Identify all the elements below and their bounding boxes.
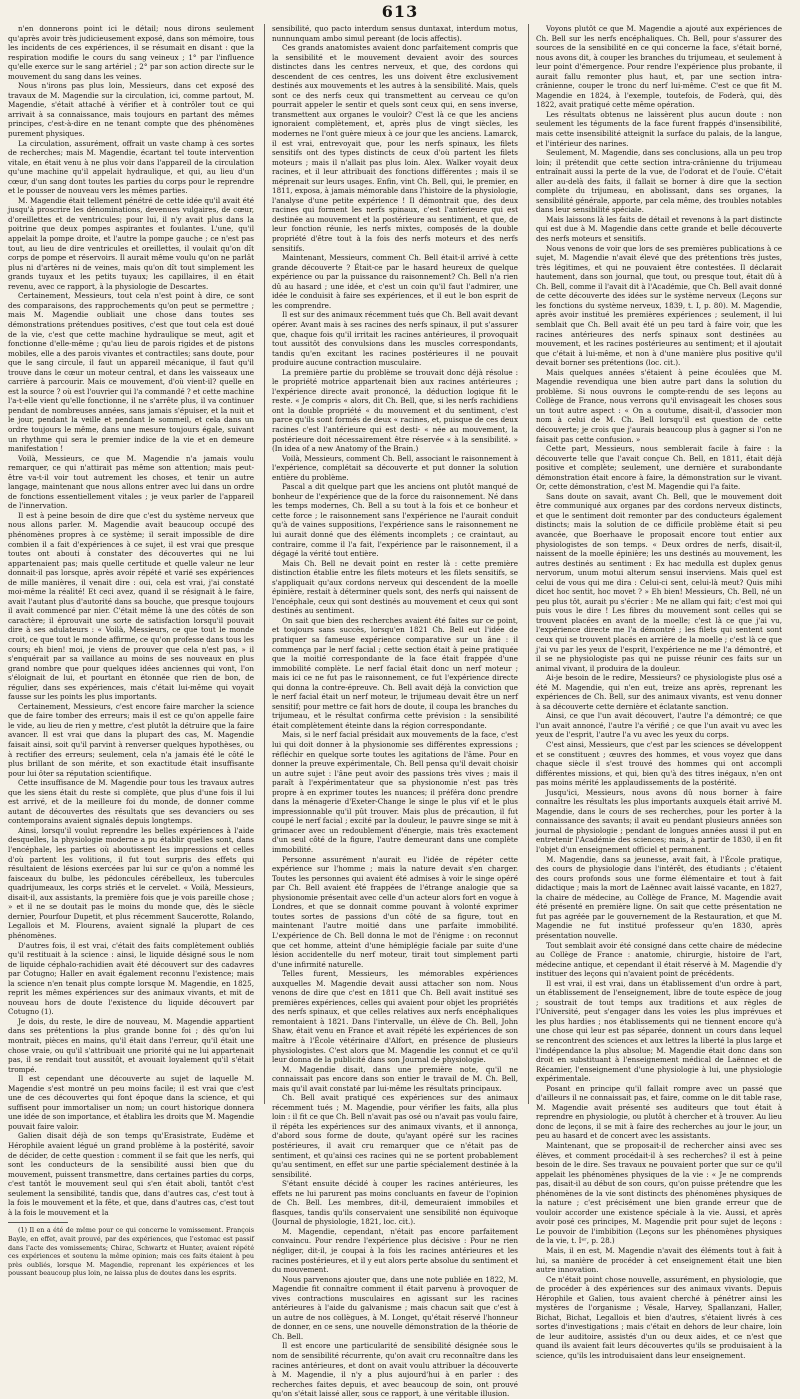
- paragraph: Certainement, Messieurs, tout cela n'est point à dire, ce sont des comparaisons, des rapprochements qu'on peut se permettre ; mais M. Magendie oubliait une chose dans toutes ses démonstrations prétendues positives, c'est que tout cela est doué de la vie, c'est que cette machine hydraulique se meut, agit et fonctionne d'elle-même ; qu'au lieu de parois rigides et de pistons mobiles, elle a des parois vivantes et contractiles; sans doute, pour que le sang circule, il faut un appareil mécanique, il faut qu'il trouve dans le cœur un moteur central, et dans les vaisseaux une carrière à parcourir. Mais ce mouvement, d'où vient-il? quelle en est la source ? où est l'ouvrier qui l'a commandé ? et cette machine l'a-t-elle vient qu'elle fonctionne, il ne s'arrête plus, il va continuer pendant de nombreuses années, sans jamais s'épuiser, et la nuit et le jour, pendant la veille et pendant le sommeil, et cela dans un ordre toujours le même, dans une mesure toujours égale, suivant un rhythme qui sera le premier indice de la vie et en demeure manifestation !: [8, 291, 254, 454]
- paragraph: M. Magendie, cependant, n'était pas encore parfaitement convaincu. Pour rendre l'expérience plus décisive : Pour ne rien négliger, dit-il, je coupai à la fois les racines antérieures et les racines postérieures, et il y eut alors perte absolue du sentiment et du mouvement.: [272, 1226, 518, 1275]
- paragraph: Mais, si le nerf facial présidait aux mouvements de la face, c'est lui qui doit donner à la physionomie ses différentes expressions ; réfléchir en quelque sorte toutes les agitations de l'âme. Pour en donner la preuve expérimentale, Ch. Bell pensa qu'il devait choisir un autre sujet : l'âne peut avoir des passions très vives ; mais il paraît à l'expérimentateur que sa physionomie n'est pas très propre à en exprimer toutes les nuances; il préféra donc prendre dans la ménagerie d'Exeter-Change le singe le plus vif et le plus impressionnable qu'il pût trouver. Mais plus de précaution, il fut coupé le nerf facial ; excité par la douleur, le pauvre singe se mit à grimacer avec un redoublement d'énergie, mais très exactement d'un seul côté de la figure, l'autre demeurant dans une complète immobilité.: [272, 730, 518, 855]
- paragraph: Ch. Bell avait pratiqué ces expériences sur des animaux récemment tués ; M. Magendie, pour vérifier les faits, alla plus loin : il fit ce que Ch. Bell n'avait pas osé ou n'avait pas voulu faire, il répéta les expériences sur des animaux vivants, et il annonça, d'abord sous forme de doute, qu'ayant opéré sur les racines postérieures, il avait cru remarquer que ce n'était pas de sentiment, et qu'ainsi ces racines qui ne se portent probablement qu'au sentiment, en effet sur une partie spécialement destinée à la sensibilité.: [272, 1093, 518, 1179]
- paragraph: Il est à peine besoin de dire que c'est du système nerveux que nous allons parler. M. Magendie avait beaucoup occupé des phénomènes propres à ce système; il serait impossible de dire combien il a fait d'expériences à ce sujet, il est vrai que presque toutes ont abouti à constater des découvertes qui ne lui appartenaient pas; mais quelle certitude et quelle valeur ne leur donnait-il pas lorsque, après avoir répété et varié ses expériences de mille manières, il venait dire : oui, cela est vrai, j'ai constaté moi-même la réalité! Et ceci avez, quand il se résignait à le faire, avait l'autant plus d'autorité dans sa bouche, que presque toujours il avait commencé par nier. C'était même là une des côtés de son caractère; il éprouvait une sorte de satisfaction lorsqu'il pouvait dire à ses adulateurs : « Voilà, Messieurs, ce que tout le monde croit, ce que tout le monde affirme, ce qu'on professe dans tous les cours; eh bien! moi, je viens de prouver que cela n'est pas, » il s'enquérait par sa vaillance au moins de ses nouveaux en plus grand nombre que pour quelques idées anciennes qui vont, l'on s'éloignait de lui, et pourtant en étonnée que rien de bon, de régulier, dans ses expériences, mais c'était lui-même qui voyait fausse sur les points les plus importants.: [8, 510, 254, 702]
- paragraph: Ai-je besoin de le redire, Messieurs? ce physiologiste plus osé a été M. Magendie, qui n'en eut, treize ans après, reprenant les expériences de Ch. Bell, sur des animaux vivants, est venu donner à sa découverte cette dernière et éclatante sanction.: [536, 673, 782, 711]
- column-rule-1: [264, 24, 265, 1104]
- page-number: 613: [381, 2, 419, 21]
- paragraph: Ainsi, ce que l'un avait découvert, l'autre l'a démontré; ce que l'un avait annoncé, l'autre l'a vérifié ; ce que l'un avait vu avec les yeux de l'esprit, l'autre l'a vu avec les yeux du corps.: [536, 711, 782, 740]
- footnote-text: (1) Il en a été de même pour ce qui concerne le vomissement. François Bayle, en effet, avait prouvé, par des expériences, que l'estomac est passif dans l'acte des vomissements; Chirac, Schwartz et Hunter, avaient répété ces expériences et soutenu la même opinion; mais ces faits étaient à peu près oubliés, lorsque M. Magendie, reprenant les expériences et les poussant beaucoup plus loin, ne laissa plus de doutes dans les esprits.: [8, 1226, 254, 1278]
- paragraph: C'est ainsi, Messieurs, que c'est par les sciences se développent et se constituent ; œuvres des hommes, et vous voyez que dans chaque siècle il s'est trouvé des hommes qui ont accompli différentes missions, et qui, bien qu'à des titres inégaux, n'en ont pas moins mérité les applaudissements de la postérité.: [536, 740, 782, 788]
- column-3-text: [536, 24, 782, 1361]
- paragraph: Maintenant, Messieurs, comment Ch. Bell était-il arrivé à cette grande découverte ? Était-ce par le hasard heureux de quelque expérience ou par la puissance du raisonnement? Ch. Bell n'a rien dû au hasard ; une idée, et c'est un coin qu'il faut l'admirer, une idée le conduisit à faire ses expériences, et il eut le bon esprit de les comprendre.: [272, 253, 518, 310]
- paragraph: sensibilité, quo pacto interdum sensus duntaxat, interdum motus, nunnunquam ambo simul pereant (de locis affectis).: [272, 24, 518, 43]
- paragraph: Je dois, du reste, le dire de nouveau, M. Magendie appartient dans ses prétentions la plus grande bonne foi ; dès qu'on lui montrait, pièces en mains, qu'il était dans l'erreur, qu'il était une chose vraie, ou qu'il s'attribuait une priorité qui ne lui appartenait pas, il se rendait tout aussitôt, et avouait loyalement qu'il s'était trompé.: [8, 1016, 254, 1074]
- column-2: [272, 24, 519, 1399]
- paragraph: Galien disait déjà de son temps qu'Erasistrate, Eudème et Hérophile avaient légué un grand problème à la postérité, savoir de décider, de cette question : comment il se fait que les nerfs, qui sont les conducteurs de la sensibilité aussi bien que du mouvement, puissent transmettre, dans certaines parties du corps, c'est tantôt le mouvement seul qui s'en était aboli, tantôt c'est seulement la sensibilité, tandis que, dans d'autres cas, c'est tout à la fois le mouvement et la fête, et que, dans d'autres cas, c'est tout à la fois le mouvement et la: [8, 1131, 254, 1217]
- paragraph: Voilà, Messieurs, comment Ch. Bell, associant le raisonnement à l'expérience, complétait sa découverte et put donner la solution entière du problème.: [272, 453, 518, 482]
- paragraph: Posant en principe qu'il fallait rompre avec un passé que d'ailleurs il ne connaissait pas, et faire, comme on le dit table rase, M. Magendie avait présenté ses auditeurs que tout était à reprendre en physiologie, ou plutôt à chercher et à trouver. Au lieu donc de leçons, il se mit à faire des recherches au jour le jour, un peu au hasard et de concert avec les assistants.: [536, 1083, 782, 1141]
- paragraph: Ainsi, lorsqu'il voulut reprendre les belles expériences à l'aide desquelles, la physiologie moderne a pu établir quelles sont, dans l'encéphale, les parties où aboutissent les impressions et celles d'où partent les volitions, il fut tout surpris des effets qui résultaient de lésions exercées par lui sur ce qu'on a nommé les faisceaux du bulbe, les pédoncules cérébelleux, les tubercules quadrijumeaux, les corps striés et le cervelet. « Voilà, Messieurs, disait-il, aux assistants, la première fois que je vois pareille chose ; » et il ne se doutait pas le moins du monde que, dès le siècle dernier, Pourfour Dupetit, et plus récemment Saucerotte, Rolando, Legallois et M. Flourens, avaient signalé la plupart de ces phénomènes.: [8, 825, 254, 940]
- paragraph: Nous venons de voir que lors de ses premières publications à ce sujet, M. Magendie n'avait élevé que des prétentions très justes, très légitimes, et qui ne pouvaient être contestées. Il déclarait hautement, dans son journal, que tout, ou presque tout, était dû à Ch. Bell, comme il l'avait dit à l'Académie, que Ch. Bell avait donné de cette découverte des idées sur le système nerveux (Leçons sur les fonctions du système nerveux, 1839, t. I, p. 80). M. Magendie, après avoir institué les premières expériences ; seulement, il lui semblait que Ch. Bell avait été un peu tard à faire voir, que les racines antérieures des nerfs spinaux sont destinées au mouvement, et les racines postérieures au sentiment; et il ajoutait que c'était à lui-même, et non à d'une manière plus positive qu'il devait borner ses prétentions (loc. cit.).: [536, 243, 782, 368]
- paragraph: Certainement, Messieurs, c'est encore faire marcher la science que de faire tomber des erreurs; mais il est ce qu'on appelle faire le vide, au lieu de rien y mettre, c'est plutôt la détruire que la faire avancer. Il est vrai que dans la plupart des cas, M. Magendie faisait ainsi, soit qu'il parvint à renverser quelques hypothèses, ou à rectifier des erreurs; seulement, cela n'a jamais été le côté le plus brillant de son mérite, et son exactitude était insuffisante pour lui ôter sa réputation scientifique.: [8, 701, 254, 778]
- paragraph: Il est sur des animaux récemment tués que Ch. Bell avait devant opérer. Avant mais à ses racines des nerfs spinaux, il put s'assurer que, chaque fois qu'il irritait les racines antérieures, il provoquait tout aussitôt des convulsions dans les muscles correspondants, tandis qu'en excitant les racines postérieures il ne pouvait produire aucune contraction musculaire.: [272, 310, 518, 368]
- paragraph: Il est encore une particularité de sensibilité désignée sous le nom de sensibilité récurrente, qu'on avait cru reconnaître dans les racines antérieures, et dont on avait voulu attribuer la découverte à M. Magendie, il n'y a plus aujourd'hui à en parler : des recherches faites depuis, et avec beaucoup de soin, ont prouvé qu'on s'était laissé aller, sous ce rapport, à une véritable illusion.: [272, 1341, 518, 1399]
- column-1: [8, 24, 254, 1278]
- paragraph: Voyons plutôt ce que M. Magendie a ajouté aux expériences de Ch. Bell sur les nerfs encéphaliques. Ch. Bell, pour s'assurer des sources de la sensibilité en ce qui concerne la face, s'était borné, nous avons dit, à couper les branches du trijumeau, et seulement à leur point d'émergence. Pour rendre l'expérience plus probante, il aurait fallu remonter plus haut, et, par une section intra-crânienne, couper le tronc du nerf lui-même. C'est ce que fit M. Magendie en 1824, à l'exemple, toutefois, de Foderà, qui, dès 1822, avait pratiqué cette même opération.: [536, 24, 782, 110]
- paragraph: Les résultats obtenus ne laissèrent plus aucun doute : non seulement les téguments de la face furent frappés d'insensibilité, mais cette insensibilité atteignit la surface du palais, de la langue, et l'intérieur des narines.: [536, 109, 782, 148]
- paragraph: Cette part, Messieurs, nous semblerait facile à faire : la découverte telle que l'avait conçue Ch. Bell, en 1811, était déjà positive et complète; seulement, une dernière et surabondante démonstration était encore à faire, la démonstration sur le vivant. Or, cette démonstration, c'est M. Magendie qui l'a faite.: [536, 444, 782, 492]
- paragraph: Personne assurément n'aurait eu l'idée de répéter cette expérience sur l'homme ; mais la nature devait s'en charger. Toutes les personnes qui avaient été admises à voir le singe opéré par Ch. Bell avaient été frappées de l'étrange analogie que sa physionomie présentait avec celle d'un acteur alors fort en vogue à Londres, et que se donnait comme pouvant à volonté exprimer toutes sortes de passions d'un côté de sa figure, tout en maintenant l'autre moitié dans une parfaite immobilité. L'expérience de Ch. Bell donna le mot de l'énigme : on reconnut que cet homme, atteint d'une hémiplégie faciale par suite d'une lésion accidentelle du nerf moteur, tirait tout simplement parti d'une infirmité naturelle.: [272, 854, 518, 969]
- paragraph: M. Magendie disait, dans une première note, qu'il ne connaissait pas encore dans son entier le travail de M. Ch. Bell, mais qu'il avait constaté par lui-même les résultats principaux.: [272, 1064, 518, 1093]
- paragraph: Nous n'irons pas plus loin, Messieurs, dans cet exposé des travaux de M. Magendie sur la circulation, ici, comme partout, M. Magendie, s'était attaché à vérifier et à contrôler tout ce qui arrivait à sa connaissance, mais toujours en partant des mêmes principes, c'est-à-dire en ne tenant compte que des phénomènes purement physiques.: [8, 81, 254, 139]
- footnote: [8, 1226, 254, 1278]
- paragraph: Mais, il en est, M. Magendie n'avait des éléments tout à fait à lui, sa manière de procéder à cet enseignement était une bien autre innovation.: [536, 1246, 782, 1275]
- paragraph: Nous parvenons ajouter que, dans une note publiée en 1822, M. Magendie fit connaître comment il était parvenu à provoquer de vives contractions musculaires en agissant sur les racines antérieures à l'aide du galvanisme ; mais chacun sait que c'est à un autre de nos collègues, à M. Longet, qu'était réservé l'honneur de donner, en ce sens, une nouvelle démonstration de la théorie de Ch. Bell.: [272, 1274, 518, 1341]
- paragraph: Sans doute on savait, avant Ch. Bell, que le mouvement doit être communiqué aux organes par des cordons nerveux distincts, et que le sentiment doit remonter par des conducteurs également distincts; mais la solution de ce difficile problème était si peu avancée, que Boerhaave le proposait encore tout entier aux physiologistes de son temps. « Deux ordres de nerfs, disait-il, naissent de la moelle épinière; les uns destinés au mouvement, les autres destinés au sentiment : Ex hac medulla est duplex genus nervorum, unum motui alterum sensui inserviens. Mais quel est celui de vous qui me dira : Celui-ci sent, celui-là meut? Quis mihi dicet hoc sentit, hoc movet ? » Eh bien! Messieurs, Ch. Bell, né un peu plus tôt, aurait pu s'écrier : Me ne allam qui fait; c'est moi qui puis vous le dire ! Les fibres du mouvement sont celles qui se trouvent placées en avant de la moelle; c'est là ce que j'ai vu, l'expérience directe me l'a démontré ; les filets qui sentent sont ceux qui se trouvent placés en arrière de la moelle ; c'est là ce que j'ai vu par les yeux de l'esprit, l'expérience ne me l'a démontré, et il se ne physiologiste pas qui ne puisse réunir ces faits sur un animal vivant, il produira de la douleur.: [536, 491, 782, 673]
- paragraph: Mais laissons là les faits de détail et revenons à la part distincte qui est due à M. Magendie dans cette grande et belle découverte des nerfs moteurs et sensitifs.: [536, 214, 782, 244]
- paragraph: S'étant ensuite décidé à couper les racines antérieures, les effets ne lui parurent pas moins concluants en faveur de l'opinion de Ch. Bell. Les membres, dit-il, demeuraient immobiles et flasques, tandis qu'ils conservaient une sensibilité non équivoque (Journal de physiologie, 1821, loc. cit.).: [272, 1179, 518, 1227]
- paragraph: Il est vrai, il est vrai, dans un établissement d'un ordre à part, un établissement de l'enseignement, libre de toute espèce de joug ; soustrait de tout temps aux traditions et aux règles de l'Université, peut s'engager dans les voies les plus imprévues et les plus hardies ; nos établissements qui ne tiennent encore qu'à une chose qui leur est pas séparée, donnent un cours dans lequel se rencontrent des sciences et aux lettres la liberté la plus large et l'indépendance la plus absolue; M. Magendie était donc dans son droit en substituant à l'enseignement médical de Laënnec et de Récamier, l'enseignement d'une physiologie à lui, une physiologie expérimentale.: [536, 978, 782, 1084]
- column-1-text: [8, 24, 254, 1217]
- footnote-rule: [8, 1222, 68, 1223]
- paragraph: n'en donnerons point ici le détail; nous dirons seulement qu'après avoir très judicieusement exposé, dans son mémoire, tous les incidents de ces expériences, il se résumait en disant : que la respiration modifie le cours du sang veineux ; 1° par l'influence qu'elle exerce sur le sang artériel ; 2° par son action directe sur le mouvement du sang dans les veines.: [8, 24, 254, 81]
- paragraph: Pascal a dit quelque part que les anciens ont plutôt manqué de bonheur de l'expérience que de la force du raisonnement. Né dans les temps modernes, Ch. Bell a su tout à la fois et ce bonheur et cette force ; le raisonnement sans l'expérience ne l'aurait conduit qu'à de vaines suppositions, l'expérience sans le raisonnement ne lui aurait donné que des éléments incomplets ; ce craintaut, au contraire, comme il l'a fait, l'expérience par le raisonnement, il a dégagé la vérité tout entière.: [272, 482, 518, 559]
- column-2-text: [272, 24, 518, 1399]
- paragraph: Jusqu'ici, Messieurs, nous avons dû nous borner à faire connaître les résultats les plus importants auxquels était arrivé M. Magendie, dans le cours de ses recherches, pour les porter à la connaissance des savants; il avait eu pendant plusieurs années son journal de physiologie ; pendant de longues années aussi il put en entretenir l'Académie des sciences; mais, à partir de 1830, il en fit l'objet d'un enseignement officiel et permanent.: [536, 787, 782, 855]
- paragraph: Il est cependant une découverte au sujet de laquelle M. Magendie s'est montré un peu moins facile; il est vrai que c'est une de ces découvertes qui font époque dans la science, et qui suffisent pour immortaliser un nom; un court historique donnera une idée de son importance, et établira les droits que M. Magendie pouvait faire valoir.: [8, 1074, 254, 1131]
- paragraph: M. Magendie, dans sa jeunesse, avait fait, à l'École pratique, des cours de physiologie dans l'intérêt, des étudiants ; c'étaient des cours profonds sous une forme élémentaire et tout à fait didactique ; mais la mort de Laënnec avait laissé vacante, en 1827, la chaire de médecine, au Collège de France, M. Magendie avait été présenté en première ligne. On sait que cette présentation ne fut pas agréée par le gouvernement de la Restauration, et que M. Magendie ne fut institué professeur qu'en 1830, après présentation nouvelle.: [536, 854, 782, 940]
- paragraph: Cette insuffisance de M. Magendie pour tous les travaux autres que les siens était du reste si complète, que plus d'une fois il lui est arrivé, et de la meilleure foi du monde, de donner comme autant de découvertes des résultats que ses devanciers ou ses contemporains avaient signalés depuis longtemps.: [8, 778, 254, 826]
- paragraph: La circulation, assurément, offrait un vaste champ à ces sortes de recherches; mais M. Magendie, écartant tel toute intervention vitale, en était venu à ne plus voir dans l'appareil de la circulation qu'une machine qu'il appelait hydraulique, et qui, au lieu d'un cœur, d'un sang dont toutes les parties du corps pour le reprendre et le pousser de nouveau vers les mêmes parties.: [8, 138, 254, 196]
- paragraph: M. Magendie était tellement pénétré de cette idée qu'il avait été jusqu'à proscrire les dénominations, devenues vulgaires, de cœur, d'oreillettes et de ventricules; pour lui, il n'y avait plus dans la poitrine que deux pompes aspirantes et foulantes. L'une, qu'il appelait la pompe droite, et l'autre la pompe gauche ; ce n'est pas tout, au lieu de dire ventricules et oreillettes, il voulait qu'on dît corps de pompe et réservoirs. Il aurait même voulu qu'on ne parlât plus ni d'artères ni de veines, mais qu'on dît tout simplement les grands tuyaux et les petits tuyaux; les capillaires, il en était revenu, avec ce rapport, à la physiologie de Descartes.: [8, 195, 254, 291]
- paragraph: Telles furent, Messieurs, les mémorables expériences auxquelles M. Magendie devait aussi attacher son nom. Nous venons de dire que c'est en 1811 que Ch. Bell avait institué ses premières expériences, celles qui avaient pour objet les propriétés des nerfs spinaux, et que celles relatives aux nerfs encéphaliques remontaient à 1821. Dans l'intervalle, un élève de Ch. Bell, John Shaw, était venu en France et avait répété les expériences de son maître à l'École vétérinaire d'Alfort, en présence de plusieurs physiologistes. C'est alors que M. Magendie les connut et ce qu'il leur donna de la publicité dans son Journal de physiologie.: [272, 969, 518, 1065]
- paragraph: Tout semblait avoir été consigné dans cette chaire de médecine au Collège de France : anatomie, chirurgie, histoire de l'art, médecine antique, et cependant il était réservé à M. Magendie d'y instituer des leçons qui n'avaient point de précédents.: [536, 940, 782, 979]
- paragraph: On sait que bien des recherches avaient été faites sur ce point, et toujours sans succès, lorsqu'en 1821 Ch. Bell eut l'idée de pratiquer sa fameuse expérience comparative sur un âne : il commença par le nerf facial ; cette section était à peine pratiquée que la moitié correspondante de la face était frappée d'une immobilité complète. Le nerf facial était donc un nerf moteur ; mais ici ce ne fut pas le raisonnement, ce fut l'expérience directe qui donna la contre-épreuve. Ch. Bell avait déjà la conviction que le nerf facial était un nerf moteur, le trijumeau devait être un nerf sensitif; pour mettre ce fait hors de doute, il coupa les branches du trijumeau, et le résultat confirma cette prévision : la sensibilité était complètement éteinte dans la région correspondante.: [272, 615, 518, 730]
- paragraph: Seulement, M. Magendie, dans ses conclusions, alla un peu trop loin; il prétendit que cette section intra-crânienne du trijumeau entraînait aussi la perte de la vue, de l'odorat et de l'ouïe. C'était aller au-delà des faits, il fallait se borner à dire que la section complète du trijumeau, en abolissant, dans ses organes, la sensibilité générale, apporte, par cela même, des troubles notables dans leur sensibilité spéciale.: [536, 148, 782, 215]
- paragraph: Voilà, Messieurs, ce que M. Magendie n'a jamais voulu remarquer, ce qui n'attirait pas même son attention; mais peut-être va-t-il voir tout autrement les choses, et tenir un autre langage, maintenant que nous allons entrer avec lui dans un ordre de fonctions essentiellement vitales ; je veux parler de l'appareil de l'innervation.: [8, 453, 254, 511]
- paragraph: Ces grands anatomistes avaient donc parfaitement compris que la sensibilité et le mouvement devaient avoir des sources distinctes dans les centres nerveux, et que, des cordons qui descendent de ces centres, les uns doivent être exclusivement destinés aux mouvements et les autres à la sensibilité. Mais, quels sont ce des nerfs ceux qui transmettent au cerveau ce qu'on pourrait appeler le sentir et quels sont ceux qui, en sens inverse, transmettent aux organes le vouloir? C'est là ce que les anciens ignoraient complètement, et, après plus de vingt siècles, les modernes ne l'ont guère mieux à ce jour que les anciens. Lamarck, il est vrai, entrevoyait que, pour les nerfs spinaux, les filets sensitifs ont des types distincts de ceux d'où partent les filets moteurs ; mais il n'allait pas plus loin. Alex. Walker voyait deux racines, et il leur attribuait des fonctions différentes ; mais il se méprenait sur leurs usages. Enfin, vint Ch. Bell, qui, le premier, en 1811, exposa, à jamais mémorable dans l'histoire de la physiologie, l'analyse d'une petite expérience ! Il démontrait que, des deux racines qui forment les nerfs spinaux, c'est l'antérieure qui est destinée au mouvement et la postérieure au sentiment, et que, de leur fonction réunie, les nerfs mixtes, composés de la double propriété d'être tout à la fois des nerfs moteurs et des nerfs sensitifs.: [272, 43, 519, 253]
- column-rule-2: [528, 24, 529, 1104]
- paragraph: La première partie du problème se trouvait donc déjà résolue : le propriété motrice appartenait bien aux racines antérieures ; l'expérience directe avait prononcé, la déduction logique fit le reste. « Je compris « alors, dit Ch. Bell, que, si les nerfs rachidiens ont la double propriété « du mouvement et du sentiment, c'est parce qu'ils sont formés de deux « racines, et, puisque de ces deux racines c'est l'antérieure qui est desti- « née au mouvement, la postérieure doit nécessairement être réservée « à la sensibilité. » (In idea of a new Anatomy of the Brain.): [272, 367, 518, 454]
- paragraph: Ce n'était point chose nouvelle, assurément, en physiologie, que de procéder à des expériences sur des animaux vivants. Depuis Hérophile et Galien, tous avaient cherché à pénétrer ainsi les mystères de l'organisme ; Vésale, Harvey, Spallanzani, Haller, Bichat, Bichat, Legallois et bien d'autres, s'étaient livrés à ces sortes d'investigations ; mais c'était en dehors de leur chaire, loin de leur auditoire, assistés d'un ou deux aides, et ce n'est que quand ils avaient fait leurs découvertes qu'ils se produisaient à la science, qu'ils les introduisaient dans leur enseignement.: [536, 1274, 782, 1361]
- paragraph: D'autres fois, il est vrai, c'était des faits complètement oubliés qu'il restituait à la science : ainsi, le liquide désigné sous le nom de liquide céphalo-rachidien avait été découvert sur des cadavres par Cotugno; Haller en avait également reconnu l'existence; mais la science n'en tenait plus compte lorsque M. Magendie, en 1825, reprit les mêmes expériences sur des animaux vivants, et mit de nouveau hors de doute l'existence du liquide découvert par Cotugno (1).: [8, 940, 254, 1017]
- paragraph: Maintenant, que se proposait-il de rechercher ainsi avec ses élèves, et comment procédait-il à ses recherches? il est à peine besoin de le dire. Ses travaux ne pouvaient porter que sur ce qu'il appelait les phénomènes physiques de la vie : « Je ne comprends pas, disait-il au début de son cours, qu'on puisse prétendre que les phénomènes de la vie sont distincts des phénomènes physiques de la nature ; c'est précisément une bien grande erreur que de vouloir accorder une existence spéciale à la vie. Aussi, et après avoir posé ces principes, M. Magendie prit pour sujet de leçons : Le pouvoir de l'imbibition (Leçons sur les phénomènes physiques de la vie, t. Iᵉʳ, p. 28.): [536, 1140, 782, 1246]
- paragraph: Mais quelques années s'étaient à peine écoulées que M. Magendie revendiqua une bien autre part dans la solution du problème. Si nous ouvrons le compte-rendu de ses leçons au Collège de France, nous verrons qu'il envisageait les choses sous un tout autre aspect : « On a coutume, disait-il, d'associer mon nom à celui de M. Ch. Bell lorsqu'il est question de cette découverte; je crois que j'aurais beaucoup plus à gagner si l'on ne faisait pas cette confusion. »: [536, 367, 782, 444]
- column-3: [536, 24, 782, 1361]
- paragraph: Mais Ch. Bell ne devait point en rester là : cette première distinction établie entre les filets moteurs et les filets sensitifs, se s'appliquait qu'aux cordons nerveux qui descendent de la moelle épinière, restait à déterminer quels sont, des nerfs qui naissent de l'encéphale, ceux qui sont destinés au mouvement et ceux qui sont destinés au sentiment.: [272, 558, 518, 616]
